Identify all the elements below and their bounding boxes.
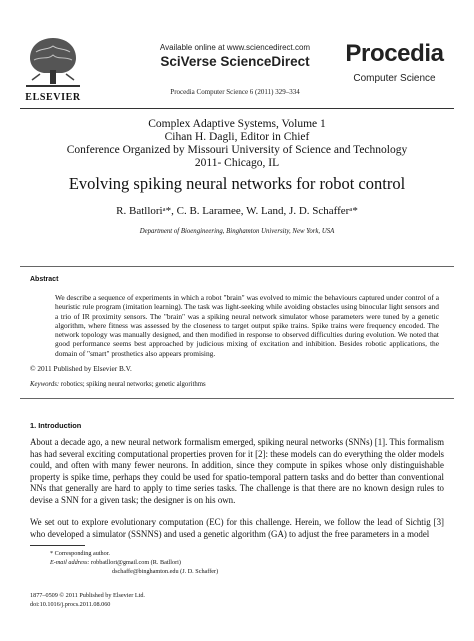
keywords-text: robotics; spiking neural networks; genetic algorithms [60, 381, 206, 388]
paper-affiliation: Department of Bioengineering, Binghamton University, New York, USA [139, 228, 335, 235]
header-divider [20, 108, 454, 109]
paper-authors: R. Batlloriᵃ*, C. B. Laramee, W. Land, J. D. Schafferᵃ* [116, 205, 358, 217]
procedia-word: Procedia [345, 40, 444, 67]
conference-line-4: 2011- Chicago, IL [194, 157, 280, 169]
abstract-bottom-divider [20, 398, 454, 399]
paper-title: Evolving spiking neural networks for robot control [68, 174, 406, 193]
intro-paragraph-2: We set out to explore evolutionary computation (EC) for this challenge. Herein, we follow the lead of Sichtig [3] who developed a simulator (SSNNS) and used a genetic algorithm (GA) to adjust the free parameters in a model [30, 517, 444, 539]
abstract-top-divider [20, 266, 454, 267]
procedia-logo [342, 40, 447, 96]
available-online-link[interactable]: Available online at www.sciencedirect.com [159, 43, 311, 52]
conference-line-3: Conference Organized by Missouri University of Science and Technology [66, 144, 408, 156]
elsevier-tree-icon [18, 30, 88, 90]
keywords [30, 381, 206, 388]
footnote-email [50, 559, 181, 566]
publisher-name: ELSEVIER [25, 92, 81, 103]
section-heading-introduction: 1. Introduction [30, 421, 82, 430]
abstract-heading: Abstract [30, 276, 59, 283]
intro-paragraph-1: About a decade ago, a new neural network formalism emerged, spiking neural networks (SNNs) [1]. This formalism has had several exciting computational properties proven for it [2]: these models can do everything the older models could, and often with many fewer neurons. In addition, since they compute in spikes whose only distinguishable property is spike time, perhaps they could be used for spatio-temporal pattern tasks and do better than conventional NNs that generally are hard to apply to time series tasks. The challenge is that there are no known design rules to devise a SNN for a given task; the designer is on his own. [30, 437, 444, 505]
conference-line-1: Complex Adaptive Systems, Volume 1 [148, 118, 326, 130]
footnote-divider [30, 545, 85, 546]
elsevier-logo [18, 30, 88, 105]
issn-line: 1877–0509 © 2011 Published by Elsevier Ltd. [30, 592, 145, 599]
page-header [0, 0, 474, 120]
copyright-notice: © 2011 Published by Elsevier B.V. [30, 364, 132, 373]
abstract-body: We describe a sequence of experiments in which a robot "brain" was evolved to mimic the behaviours captured under control of a heuristic rule program (imitation learning). The task was light-seeking while avoiding obstacles using binocular light sensors and a trio of IR proximity sensors. The "brain" was a spiking neural network simulator whose parameters were tuned by a genetic algorithm, where fitness was assessed by the closeness to target output spike trains. Spike trains were frequency encoded. The network topology was manually designed, and then modified in response to observed difficulties during evolution. We noted that good performance seems best approached by judicious mixing of excitation and inhibition. Besides robotic applications, the domain of "smart" prosthetics also appears promising. [55, 293, 439, 358]
procedia-subtitle: Computer Science [353, 73, 436, 84]
conference-line-2: Cihan H. Dagli, Editor in Chief [164, 131, 310, 143]
sciverse-sciencedirect-logo: SciVerse ScienceDirect [160, 54, 310, 69]
footnote-email-label: E-mail address: [50, 559, 90, 566]
keywords-label: Keywords: [30, 381, 60, 388]
footnote-email-1[interactable]: robbatllori@gmail.com (R. Batllori) [91, 559, 181, 566]
journal-citation: Procedia Computer Science 6 (2011) 329–334 [170, 88, 300, 96]
issn-block [30, 592, 145, 609]
doi-link[interactable]: doi:10.1016/j.procs.2011.08.060 [30, 600, 111, 608]
footnote-email-2[interactable]: dschaffe@binghamton.edu (J. D. Schaffer) [112, 568, 219, 575]
footnote-corresponding: * Corresponding author. [50, 550, 110, 557]
